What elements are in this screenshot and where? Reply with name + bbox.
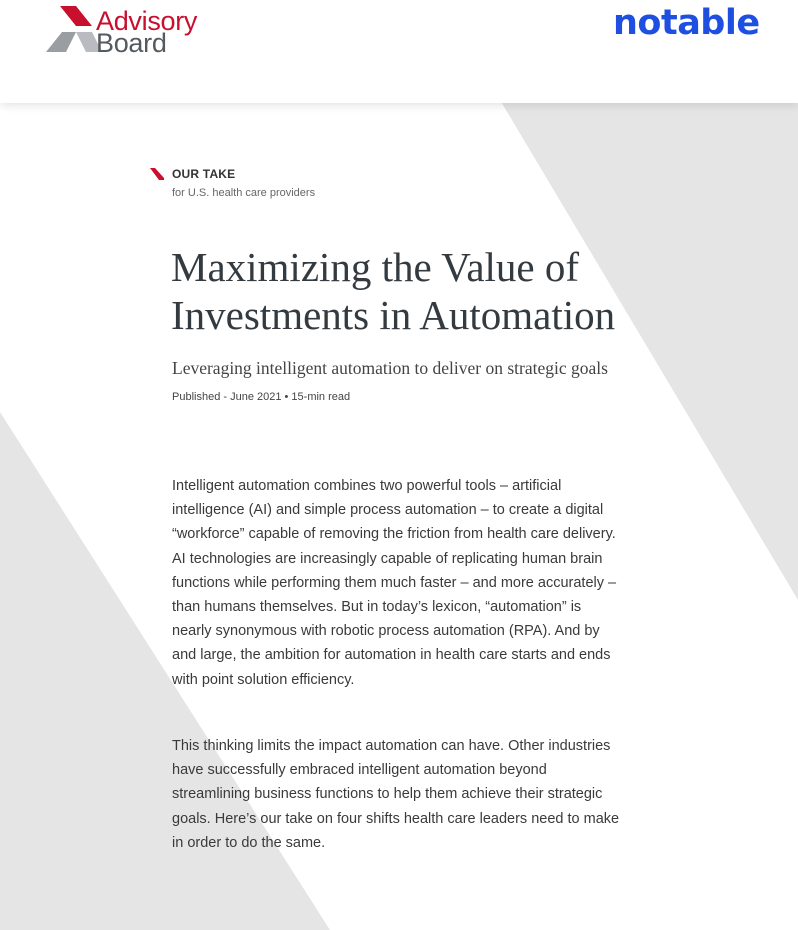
body-paragraph-2: This thinking limits the impact automation can have. Other industries have successfully embraced intelligent automation beyond streamlining business functions to help them achieve their strategic goals. Here’s our take on four shifts health care leaders need to make in order to do the same. [172,738,620,851]
logo-word-advisory: Advisory [96,6,198,36]
page-header [0,0,798,103]
advisory-board-logo [46,6,216,58]
eyebrow-audience: for U.S. health care providers [172,187,316,199]
advisory-board-mark-icon [46,6,102,52]
eyebrow-chevron-icon [150,168,164,180]
page-subtitle: Leveraging intelligent automation to deliver on strategic goals [172,358,608,378]
publish-info: Published - June 2021 • 15-min read [172,391,351,403]
page-title: Maximizing the Value of Investments in Automation [171,244,616,338]
eyebrow-label: OUR TAKE [172,167,236,181]
body-paragraph-1: Intelligent automation combines two powerful tools – artificial intelligence (AI) and simple process automation – to create a digital “workforce” capable of removing the friction from health care delivery. AI technologies are increasingly capable of replicating human brain functions while performing them much faster – and more accurately – than humans themselves. But in today’s lexicon, “automation” is nearly synonymous with robotic process automation (RPA). And by and large, the ambition for automation in health care starts and ends with point solution efficiency. [172,478,617,688]
logo-word-board: Board [96,28,167,58]
notable-logo: notable [613,3,760,43]
